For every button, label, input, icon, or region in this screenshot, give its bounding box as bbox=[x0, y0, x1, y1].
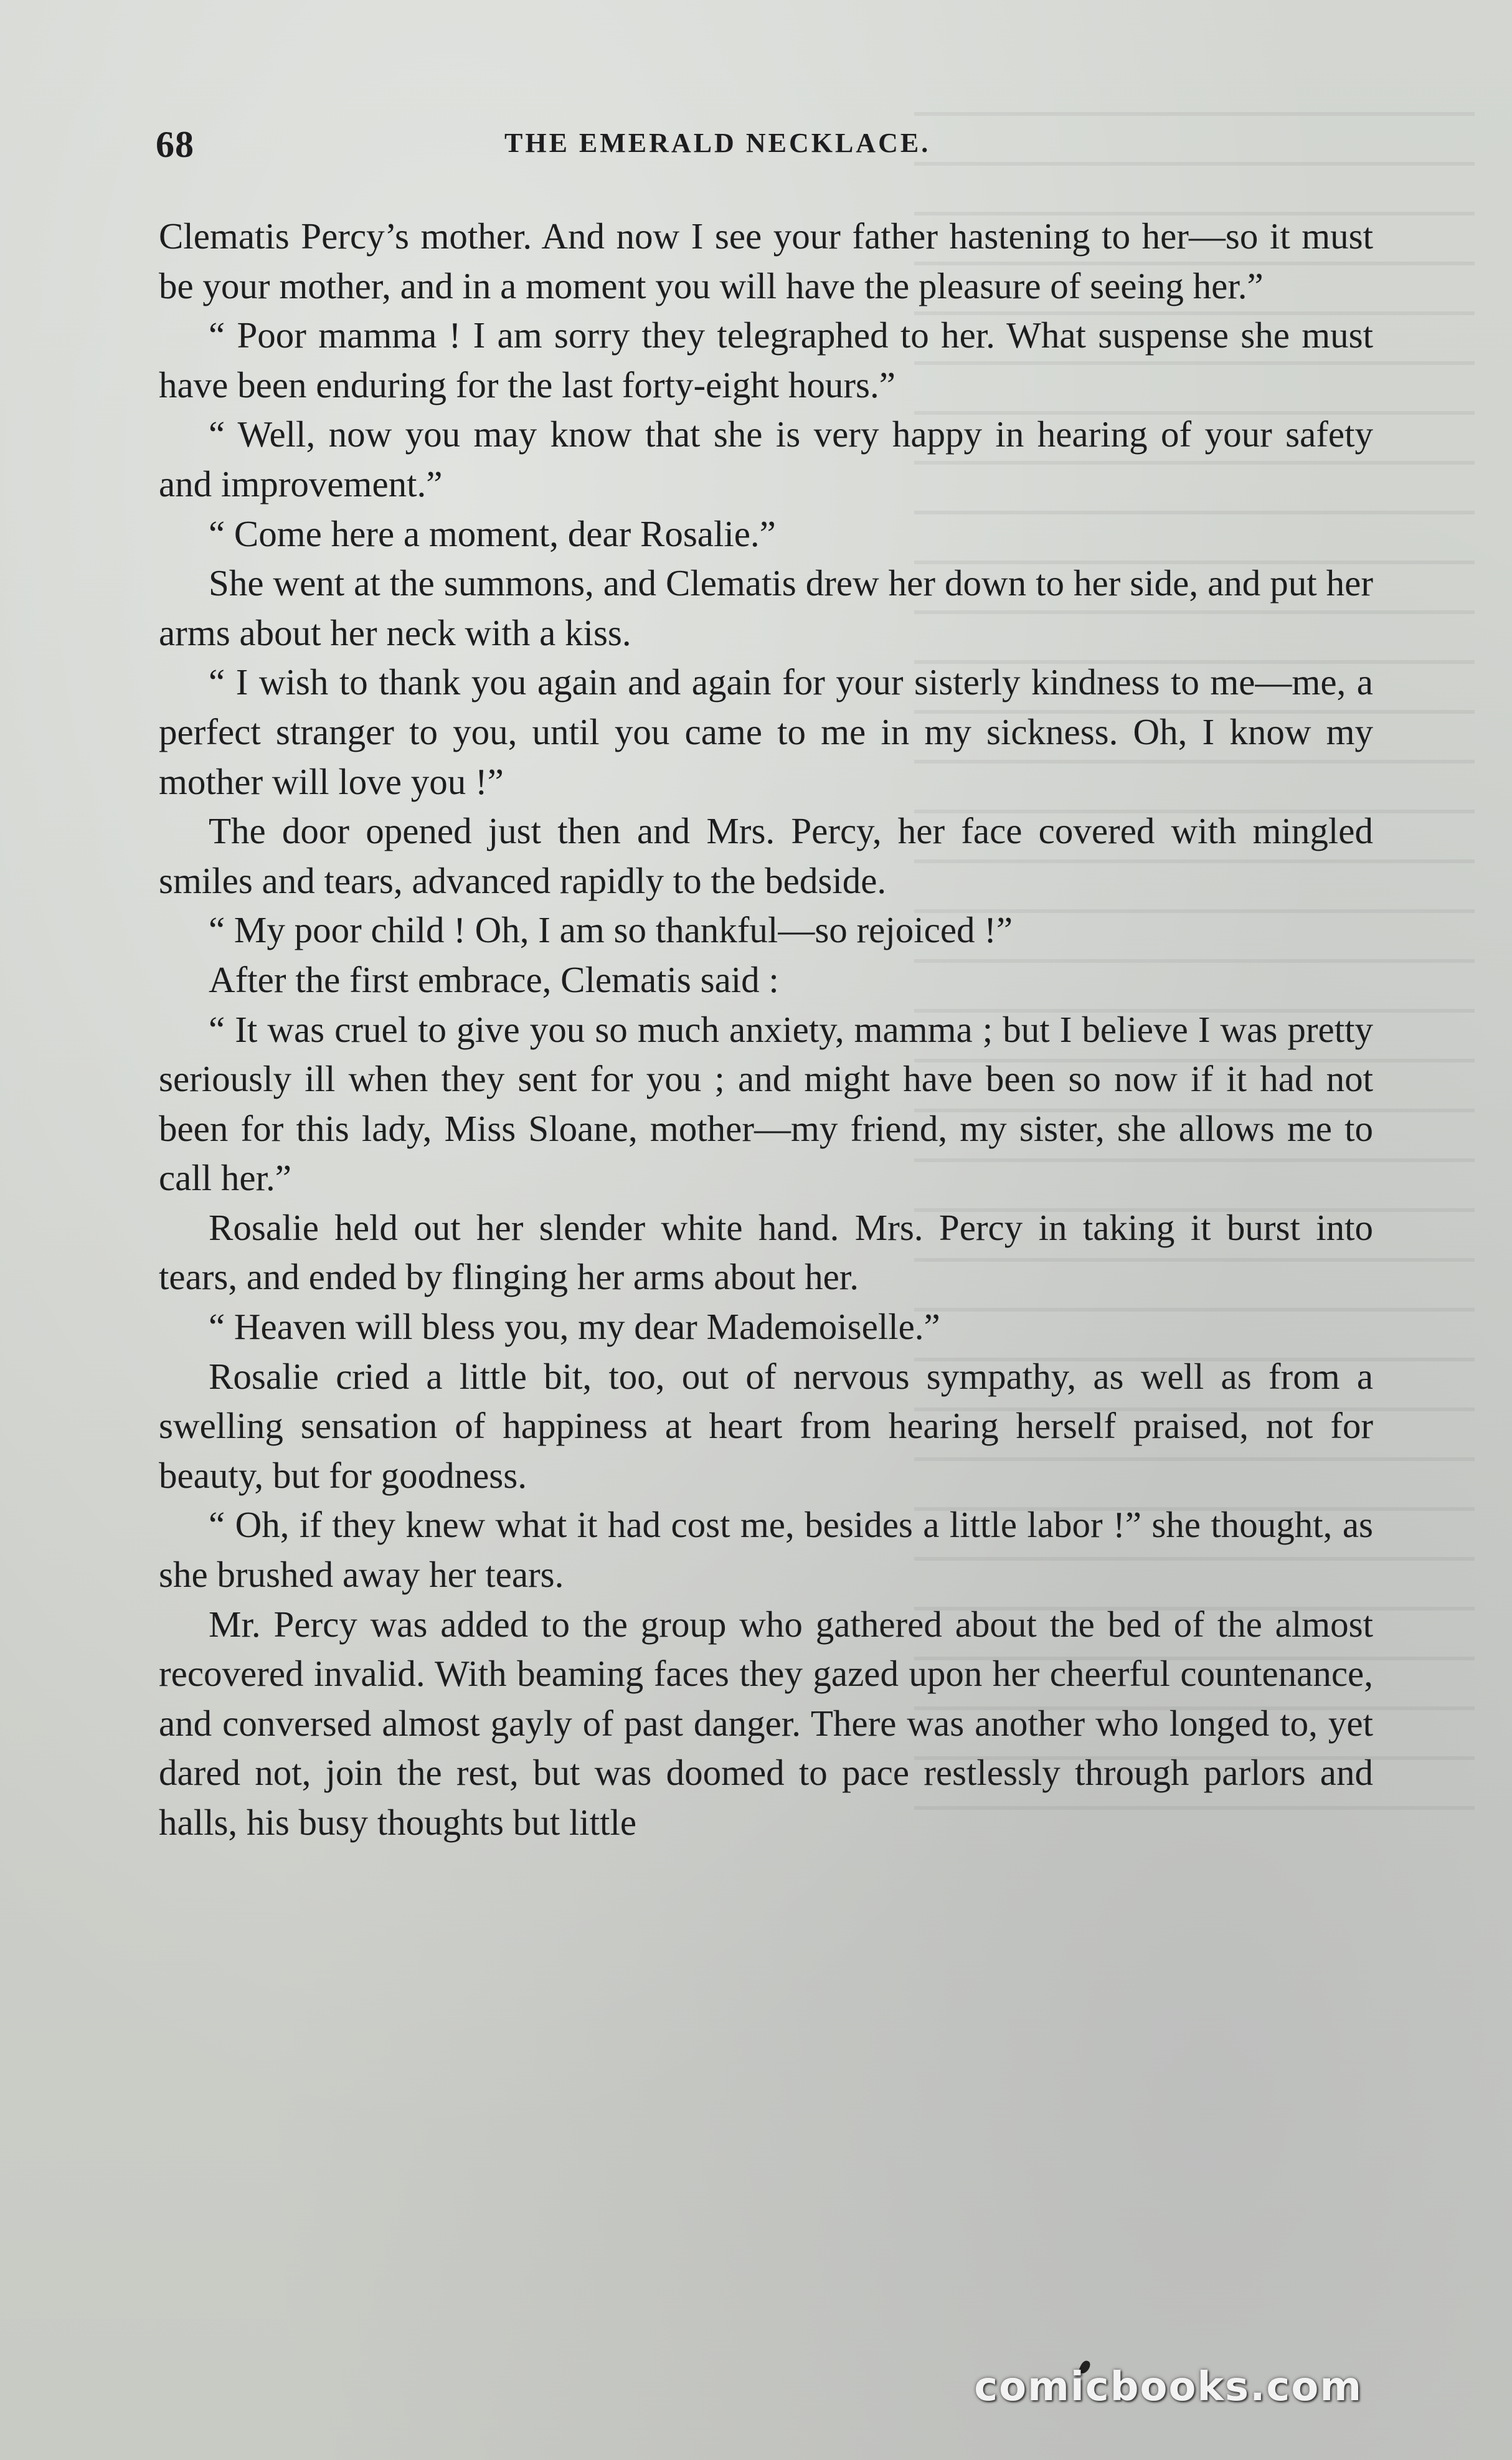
paragraph: After the first embrace, Clematis said : bbox=[209, 958, 779, 1000]
paragraph: “ My poor child ! Oh, I am so thankful—so rejoiced !” bbox=[209, 909, 1013, 951]
paragraph: “ Heaven will bless you, my dear Mademoiselle.” bbox=[209, 1306, 940, 1348]
paragraph: “ Well, now you may know that she is very happy in hearing of your safety and improvement.” bbox=[159, 414, 1373, 504]
page-header bbox=[156, 123, 1356, 173]
paragraph: She went at the summons, and Clematis drew her down to her side, and put her arms about her neck with a kiss. bbox=[159, 562, 1373, 653]
paragraph: Rosalie held out her slender white hand. Mrs. Percy in taking it burst into tears, and ended by flinging her arms about her. bbox=[159, 1206, 1373, 1298]
running-head: THE EMERALD NECKLACE. bbox=[504, 128, 931, 158]
paragraph: “ Come here a moment, dear Rosalie.” bbox=[209, 513, 776, 554]
paragraph: “ It was cruel to give you so much anxiety, mamma ; but I believe I was pretty seriously ill when they sent for you ; and might have been so now if it had not been for this lady, Miss Sloane, mother—my friend, my sister, she allows me to call her.” bbox=[159, 1008, 1373, 1199]
page-number: 68 bbox=[156, 124, 194, 165]
paragraph: Clematis Percy’s mother. And now I see your father hastening to her—so it must be your mother, and in a moment you will have the pleasure of seeing her.” bbox=[159, 215, 1373, 306]
watermark: comicbooks.com bbox=[974, 2364, 1363, 2410]
paragraph: “ I wish to thank you again and again for your sisterly kindness to me—me, a perfect stranger to you, until you came to me in my sickness. Oh, I know my mother will love you !” bbox=[159, 661, 1373, 802]
body-text bbox=[159, 212, 1373, 1848]
paragraph: “ Oh, if they knew what it had cost me, besides a little labor !” she thought, as she brushed away her tears. bbox=[159, 1504, 1373, 1596]
paragraph: The door opened just then and Mrs. Percy, her face covered with mingled smiles and tears, advanced rapidly to the bedside. bbox=[159, 810, 1373, 901]
paragraph: “ Poor mamma ! I am sorry they telegraphed to her. What suspense she must have been enduring for the last forty-eight hours.” bbox=[159, 315, 1373, 405]
paragraph: Rosalie cried a little bit, too, out of nervous sympathy, as well as from a swelling sensation of happiness at heart from hearing herself praised, not for beauty, but for goodness. bbox=[159, 1355, 1373, 1496]
paragraph: Mr. Percy was added to the group who gathered about the bed of the almost recovered invalid. With beaming faces they gazed upon her cheerful countenance, and conversed almost gayly of past danger. There was another who longed to, yet dared not, join the rest, but was doomed to pace restlessly through parlors and halls, his busy thoughts but little bbox=[159, 1603, 1373, 1843]
